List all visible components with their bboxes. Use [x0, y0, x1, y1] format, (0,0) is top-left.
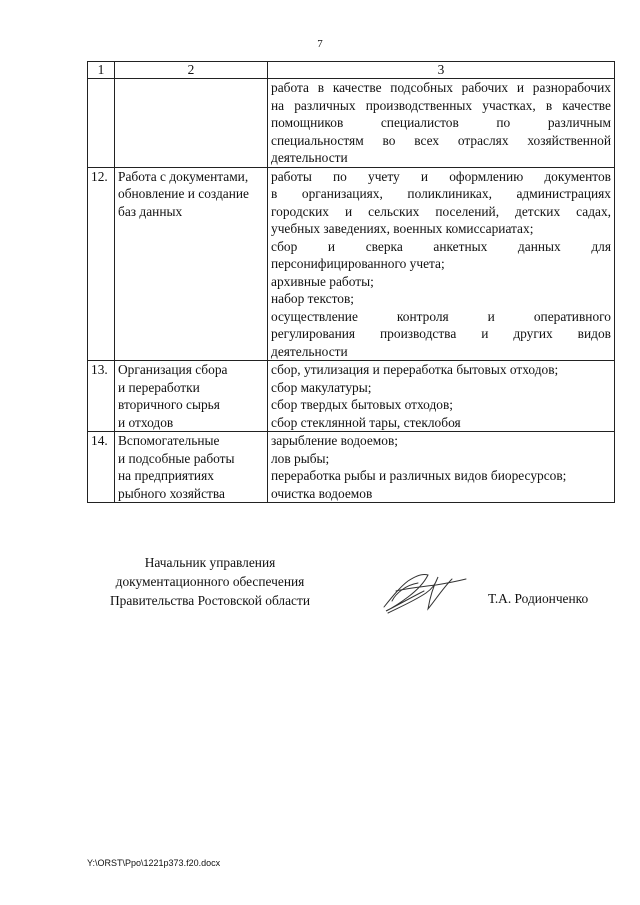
description-line: сбор и сверка анкетных данных для	[271, 238, 611, 254]
activity-name-line: Организация сбора	[118, 362, 228, 377]
description-line: работы по учету и оформлению документов	[271, 168, 611, 184]
activity-name-line: баз данных	[118, 203, 183, 219]
table-row	[88, 79, 615, 168]
description-line: регулирования производства и других видов	[271, 326, 611, 341]
activity-name	[115, 79, 268, 168]
activity-name-line: Работа с документами,	[118, 168, 249, 184]
page-number: 7	[317, 38, 323, 50]
signatory-name: Т.А. Родионченко	[488, 591, 589, 606]
activity-name-line: на предприятиях	[118, 468, 214, 483]
description-line: городских и сельских поселений, детских садах,	[271, 203, 611, 219]
signatory-title-line: документационного обеспечения	[115, 574, 305, 589]
description-line: очистка водоемов	[271, 485, 373, 501]
activity-description	[268, 432, 615, 503]
description-line: на различных производственных участках, в качестве	[271, 97, 611, 113]
activity-name	[115, 432, 268, 503]
description-line: персонифицированного учета;	[271, 256, 445, 271]
signatory-title	[86, 553, 334, 610]
header-cell-1: 1	[88, 62, 115, 79]
signatory-title-line: Правительства Ростовской области	[109, 593, 311, 608]
table-row	[88, 432, 615, 503]
activity-description	[268, 79, 615, 168]
description-line: лов рыбы;	[271, 450, 330, 466]
file-path-footer: Y:\ORST\Ppo\1221p373.f20.docx	[87, 858, 221, 868]
description-line: сбор стеклянной тары, стеклобоя	[271, 414, 461, 430]
activity-name	[115, 167, 268, 361]
activity-name-line: и подсобные работы	[118, 450, 235, 466]
header-cell-3: 3	[268, 62, 615, 79]
activity-name	[115, 361, 268, 432]
activity-name-line: обновление и создание	[118, 186, 249, 201]
description-line: специальностям во всех отраслях хозяйственной	[271, 132, 611, 148]
description-line: архивные работы;	[271, 273, 374, 289]
description-line: помощников специалистов по различным	[271, 115, 611, 130]
description-line: учебных заведениях, военных комиссариатах;	[271, 221, 534, 236]
description-line: набор текстов;	[271, 291, 354, 306]
description-line: сбор, утилизация и переработка бытовых отходов;	[271, 362, 559, 377]
activities-table	[87, 61, 615, 503]
description-line: сбор твердых бытовых отходов;	[271, 397, 454, 412]
activity-name-line: Вспомогательные	[118, 433, 220, 448]
description-line: деятельности	[271, 150, 348, 165]
description-line: в организациях, поликлиниках, администрациях	[271, 186, 611, 201]
row-number: 14.	[88, 432, 115, 503]
activity-name-line: и переработки	[118, 379, 200, 395]
activity-name-line: и отходов	[118, 414, 174, 430]
activity-description	[268, 361, 615, 432]
table-row	[88, 167, 615, 361]
table-row	[88, 361, 615, 432]
activity-name-line: вторичного сырья	[118, 397, 220, 412]
description-line: работа в качестве подсобных рабочих и разнорабочих	[271, 80, 611, 95]
handwritten-signature	[378, 567, 470, 619]
row-number	[88, 79, 115, 168]
signatory-title-line: Начальник управления	[144, 555, 276, 570]
table-header-row	[88, 62, 615, 79]
description-line: переработка рыбы и различных видов биоресурсов;	[271, 468, 567, 483]
description-line: осуществление контроля и оперативного	[271, 308, 611, 324]
row-number: 13.	[88, 361, 115, 432]
description-line: сбор макулатуры;	[271, 379, 372, 395]
row-number: 12.	[88, 167, 115, 361]
header-cell-2: 2	[115, 62, 268, 79]
activity-name-line: рыбного хозяйства	[118, 485, 225, 501]
description-line: деятельности	[271, 343, 348, 359]
description-line: зарыбление водоемов;	[271, 433, 399, 448]
activity-description	[268, 167, 615, 361]
